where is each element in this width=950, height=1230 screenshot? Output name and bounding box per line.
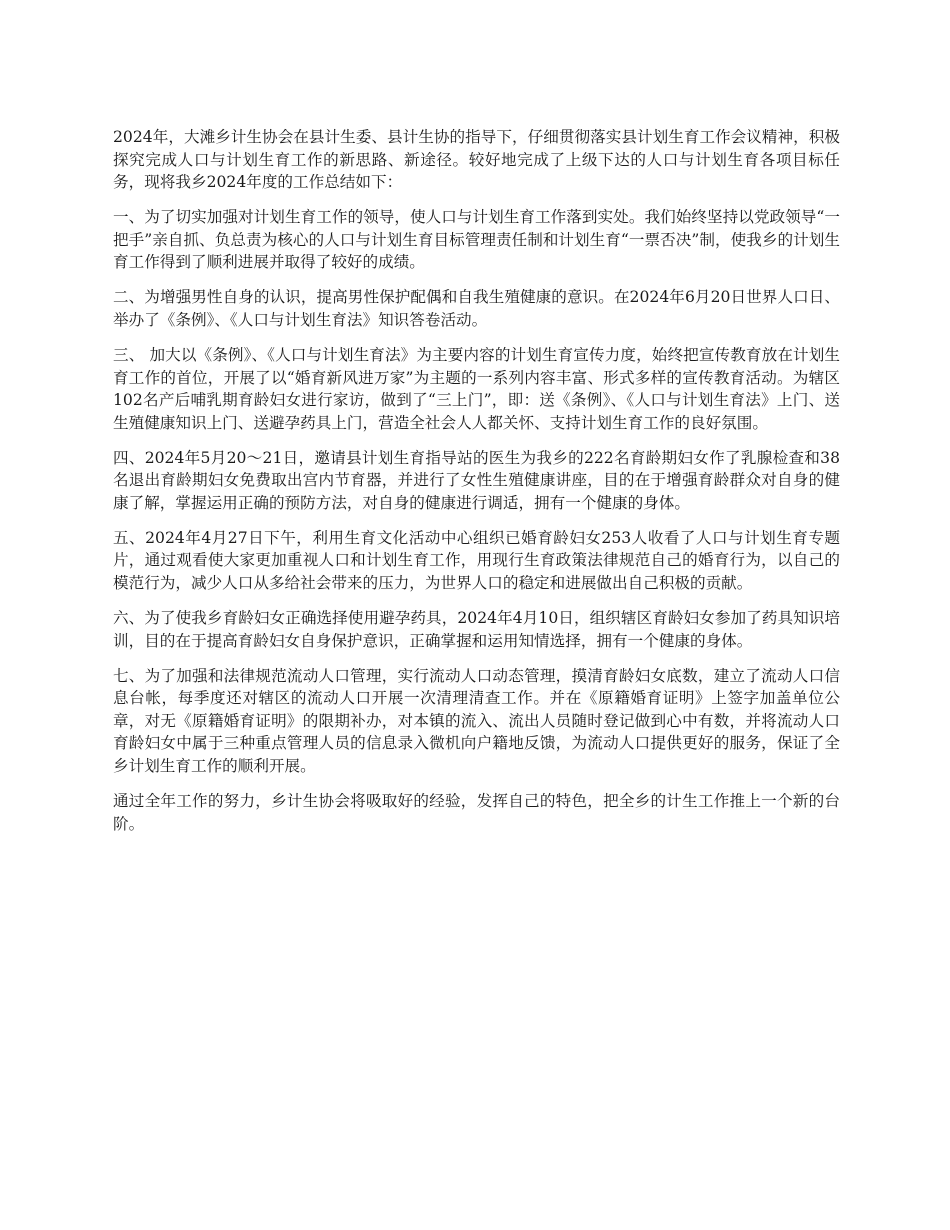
paragraph-intro: 2024年，大滩乡计生协会在县计生委、县计生协的指导下，仔细贯彻落实县计划生育工作会议精神，积极探究完成人口与计划生育工作的新思路、新途径。较好地完成了上级下达的人口与计划生育各项目标任务，现将我乡2024年度的工作总结如下： (113, 128, 840, 192)
document-body (113, 126, 840, 848)
paragraph-section-3: 三、 加大以《条例》、《人口与计划生育法》为主要内容的计划生育宣传力度，始终把宣传教育放在计划生育工作的首位，开展了以“婚育新风进万家”为主题的一系列内容丰富、形式多样的宣传教育活动。为辖区102名产后哺乳期育龄妇女进行家访，做到了“三上门”，即：送《条例》、《人口与计划生育法》上门、送生殖健康知识上门、送避孕药具上门，营造全社会人人都关怀、支持计划生育工作的良好氛围。 (113, 345, 840, 432)
paragraph-section-4: 四、2024年5月20～21日，邀请县计划生育指导站的医生为我乡的222名育龄期妇女作了乳腺检查和38名退出育龄期妇女免费取出宫内节育器，并进行了女性生殖健康讲座，目的在于增强育龄群众对自身的健康了解，掌握运用正确的预防方法，对自身的健康进行调适，拥有一个健康的身体。 (113, 448, 840, 512)
paragraph-section-6: 六、为了使我乡育龄妇女正确选择使用避孕药具，2024年4月10日，组织辖区育龄妇女参加了药具知识培训，目的在于提高育龄妇女自身保护意识，正确掌握和运用知情选择，拥有一个健康的身体。 (113, 609, 840, 650)
paragraph-section-7: 七、为了加强和法律规范流动人口管理，实行流动人口动态管理，摸清育龄妇女底数，建立了流动人口信息台帐，每季度还对辖区的流动人口开展一次清理清查工作。并在《原籍婚育证明》上签字加盖单位公章，对无《原籍婚育证明》的限期补办，对本镇的流入、流出人员随时登记做到心中有数，并将流动人口育龄妇女中属于三种重点管理人员的信息录入微机向户籍地反馈，为流动人口提供更好的服务，保证了全乡计划生育工作的顺利开展。 (113, 666, 840, 775)
paragraph-section-2: 二、为增强男性自身的认识，提高男性保护配偶和自我生殖健康的意识。在2024年6月20日世界人口日、举办了《条例》、《人口与计划生育法》知识答卷活动。 (113, 288, 840, 329)
paragraph-section-5: 五、2024年4月27日下午，利用生育文化活动中心组织已婚育龄妇女253人收看了人口与计划生育专题片，通过观看使大家更加重视人口和计划生育工作，用现行生育政策法律规范自己的婚育行为，以自己的模范行为，减少人口从多给社会带来的压力，为世界人口的稳定和进展做出自己积极的贡献。 (113, 528, 840, 593)
paragraph-conclusion: 通过全年工作的努力，乡计生协会将吸取好的经验，发挥自己的特色，把全乡的计生工作推上一个新的台阶。 (113, 791, 840, 833)
paragraph-section-1: 一、为了切实加强对计划生育工作的领导，使人口与计划生育工作落到实处。我们始终坚持以党政领导“一把手”亲自抓、负总责为核心的人口与计划生育目标管理责任制和计划生育“一票否决”制，使我乡的计划生育工作得到了顺利进展并取得了较好的成绩。 (113, 208, 840, 272)
